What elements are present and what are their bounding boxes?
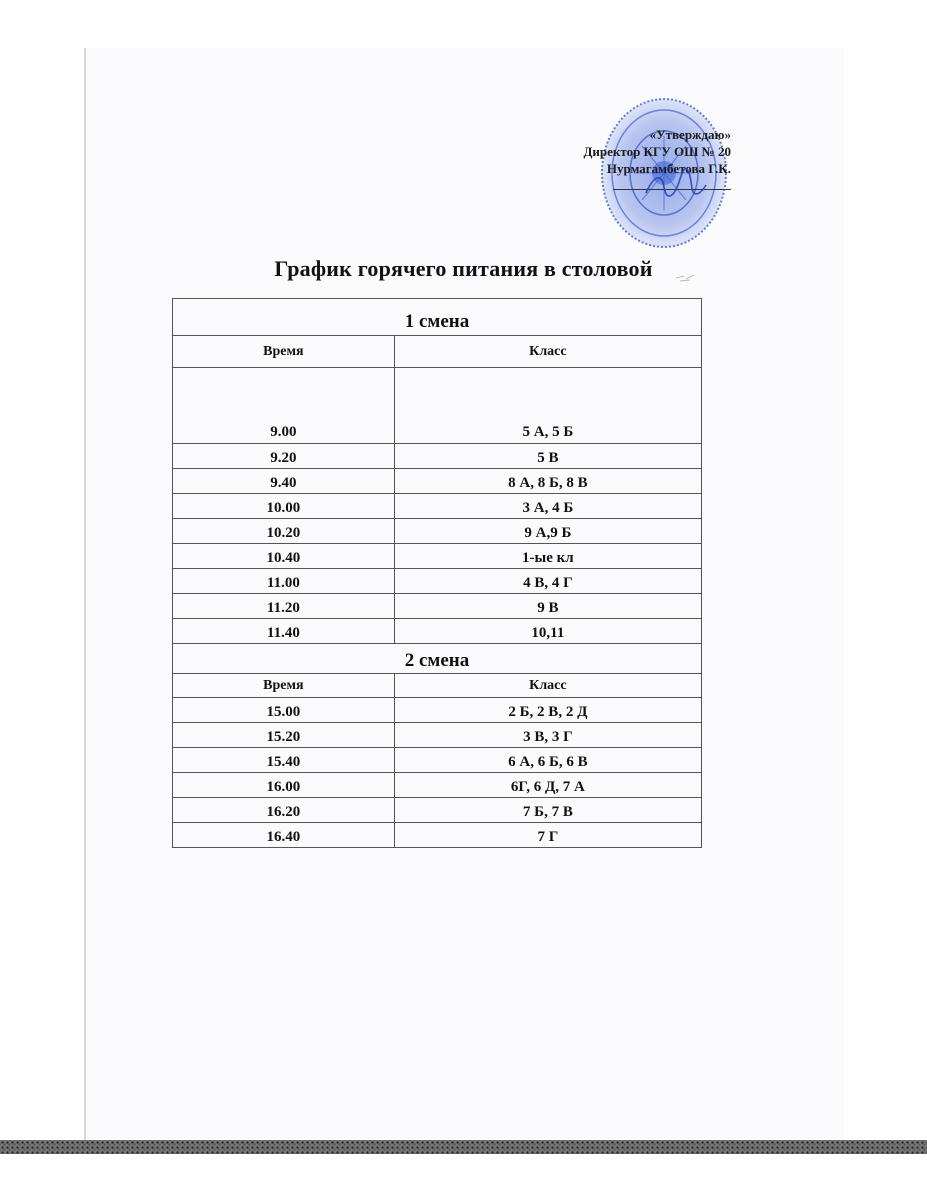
class-cell: 5 А, 5 Б [394, 368, 701, 444]
class-cell: 7 Б, 7 В [394, 798, 701, 823]
column-header-time: Время [173, 674, 395, 698]
class-cell: 1-ые кл [394, 544, 701, 569]
table-row [173, 594, 702, 619]
shift-2-header-row [173, 644, 702, 674]
table-row [173, 619, 702, 644]
column-header-class: Класс [394, 336, 701, 368]
column-header-row [173, 674, 702, 698]
time-cell: 10.40 [173, 544, 395, 569]
time-cell: 11.40 [173, 619, 395, 644]
table-row [173, 519, 702, 544]
table-row [173, 748, 702, 773]
time-cell: 15.00 [173, 698, 395, 723]
table-row [173, 773, 702, 798]
table-row [173, 368, 702, 444]
class-cell: 3 А, 4 Б [394, 494, 701, 519]
class-cell: 3 В, 3 Г [394, 723, 701, 748]
time-cell: 16.20 [173, 798, 395, 823]
table-row [173, 444, 702, 469]
scanner-border [0, 1140, 927, 1154]
signature-icon [640, 165, 710, 205]
time-cell: 11.20 [173, 594, 395, 619]
time-cell: 9.20 [173, 444, 395, 469]
table-row [173, 723, 702, 748]
column-header-time: Время [173, 336, 395, 368]
time-cell: 10.00 [173, 494, 395, 519]
time-cell: 9.00 [173, 368, 395, 444]
shift-1-header-row [173, 299, 702, 336]
table-row [173, 544, 702, 569]
table-row [173, 798, 702, 823]
approval-heading: «Утверждаю» [649, 127, 731, 142]
time-cell: 11.00 [173, 569, 395, 594]
class-cell: 8 А, 8 Б, 8 В [394, 469, 701, 494]
time-cell: 9.40 [173, 469, 395, 494]
pen-mark-icon [674, 272, 700, 282]
class-cell: 7 Г [394, 823, 701, 848]
time-cell: 16.00 [173, 773, 395, 798]
class-cell: 6Г, 6 Д, 7 А [394, 773, 701, 798]
class-cell: 5 В [394, 444, 701, 469]
page-margin [0, 1154, 927, 1200]
class-cell: 2 Б, 2 В, 2 Д [394, 698, 701, 723]
time-cell: 10.20 [173, 519, 395, 544]
time-cell: 15.20 [173, 723, 395, 748]
shift-2-label: 2 смена [173, 644, 702, 674]
table-row [173, 823, 702, 848]
class-cell: 10,11 [394, 619, 701, 644]
schedule-table [172, 298, 702, 848]
class-cell: 4 В, 4 Г [394, 569, 701, 594]
time-cell: 16.40 [173, 823, 395, 848]
table-row [173, 494, 702, 519]
shift-1-label: 1 смена [173, 299, 702, 336]
approval-name: Нурмагамбетова Г.К. [606, 161, 731, 176]
page-title: График горячего питания в столовой [274, 256, 653, 281]
table-row [173, 698, 702, 723]
class-cell: 9 А,9 Б [394, 519, 701, 544]
time-cell: 15.40 [173, 748, 395, 773]
table-row [173, 569, 702, 594]
column-header-row [173, 336, 702, 368]
class-cell: 6 А, 6 Б, 6 В [394, 748, 701, 773]
approval-position: Директор КГУ ОШ № 20 [583, 144, 731, 159]
table-row [173, 469, 702, 494]
class-cell: 9 В [394, 594, 701, 619]
column-header-class: Класс [394, 674, 701, 698]
